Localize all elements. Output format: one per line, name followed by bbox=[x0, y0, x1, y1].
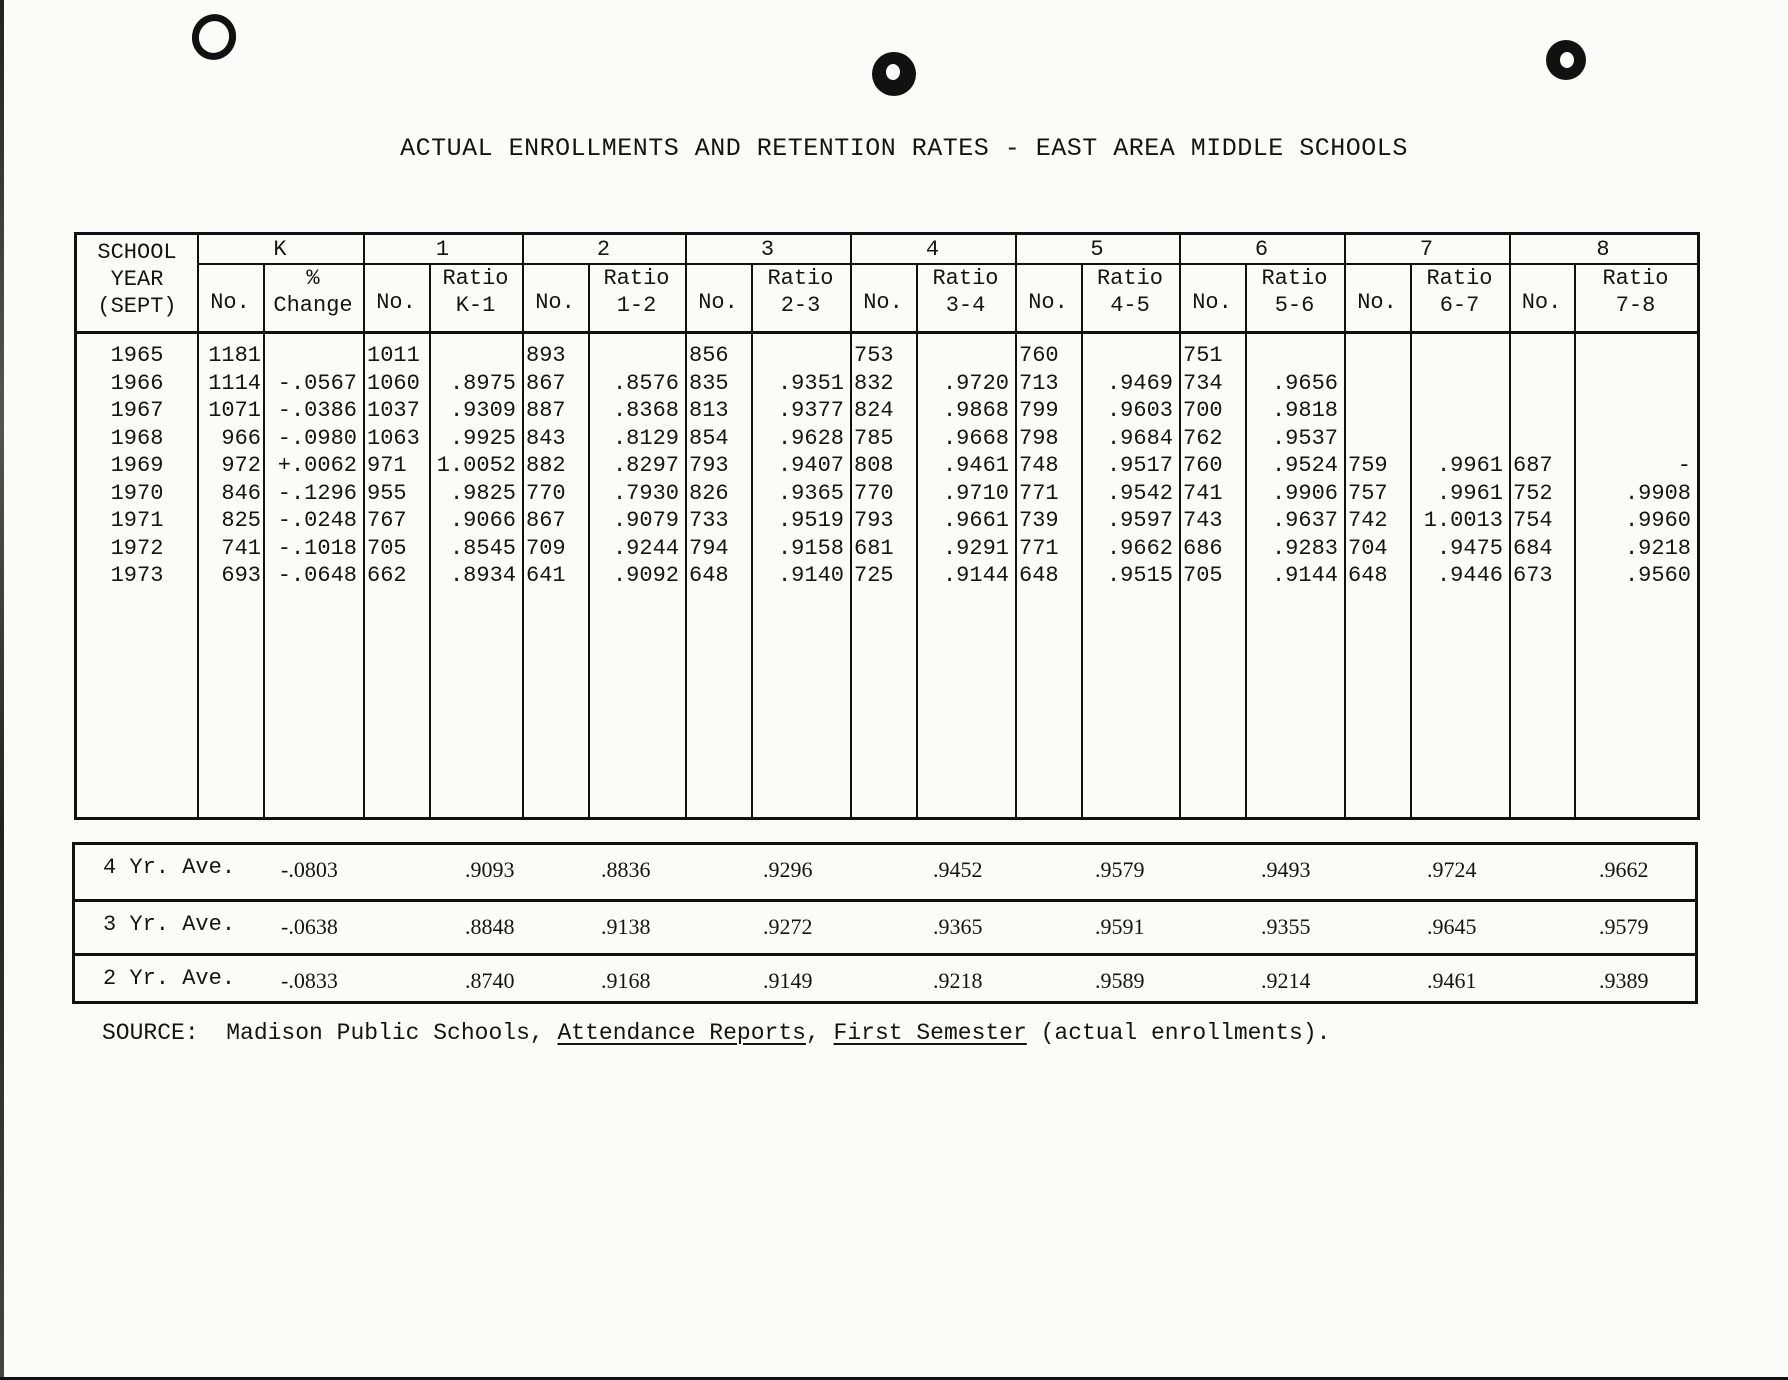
number-column-header: No. bbox=[535, 290, 575, 315]
grade-group-header: 7 bbox=[1419, 237, 1434, 262]
retention-ratio-cell: - bbox=[1677, 453, 1691, 478]
average-value: .9493 bbox=[1261, 857, 1311, 882]
group-divider bbox=[1179, 235, 1181, 817]
enrollment-number-cell: 770 bbox=[854, 481, 894, 506]
number-column-header: No. bbox=[376, 290, 416, 315]
average-row bbox=[75, 953, 1695, 1010]
enrollment-number-cell: 741 bbox=[1183, 481, 1223, 506]
retention-ratio-cell: .9662 bbox=[1106, 536, 1173, 561]
retention-ratio-cell: .9925 bbox=[449, 426, 516, 451]
average-value: .9218 bbox=[933, 968, 983, 993]
grade-group-header: 1 bbox=[435, 237, 450, 262]
enrollment-number-cell: 700 bbox=[1183, 398, 1223, 423]
retention-ratio-cell: .9710 bbox=[942, 481, 1009, 506]
retention-ratio-cell: .9542 bbox=[1106, 481, 1173, 506]
group-divider bbox=[1344, 235, 1346, 817]
enrollment-number-cell: 748 bbox=[1019, 453, 1059, 478]
retention-ratio-cell: .9377 bbox=[777, 398, 844, 423]
average-value: .9149 bbox=[763, 968, 813, 993]
ratio-column-header bbox=[916, 265, 1015, 319]
enrollment-number-cell: 767 bbox=[367, 508, 407, 533]
number-column-header: No. bbox=[698, 290, 738, 315]
retention-ratio-cell: .9079 bbox=[612, 508, 679, 533]
ratio-header-line: 5-6 bbox=[1274, 293, 1315, 318]
average-value: -.0803 bbox=[281, 857, 338, 882]
ratio-column-header bbox=[751, 265, 850, 319]
enrollment-number-cell: 843 bbox=[526, 426, 566, 451]
retention-ratio-cell: .9637 bbox=[1271, 508, 1338, 533]
source-separator: , bbox=[805, 1020, 834, 1046]
retention-ratio-cell: .9517 bbox=[1106, 453, 1173, 478]
enrollment-number-cell: 753 bbox=[854, 343, 894, 368]
ratio-header-line: Ratio bbox=[767, 266, 834, 291]
grade-group-header: 2 bbox=[596, 237, 611, 262]
source-attendance-reports: Attendance Reports bbox=[557, 1020, 806, 1046]
enrollment-number-cell: 1114 bbox=[208, 371, 261, 396]
grade-group-header: 6 bbox=[1254, 237, 1269, 262]
enrollment-number-cell: 867 bbox=[526, 508, 566, 533]
retention-ratio-cell: .8297 bbox=[612, 453, 679, 478]
school-year-cell: 1969 bbox=[110, 453, 164, 478]
enrollment-number-cell: 662 bbox=[367, 563, 407, 588]
retention-ratio-cell: .8129 bbox=[612, 426, 679, 451]
enrollment-number-cell: 1071 bbox=[208, 398, 261, 423]
average-value: -.0638 bbox=[281, 914, 338, 939]
average-value: .9272 bbox=[763, 914, 813, 939]
ratio-column-header bbox=[1245, 265, 1344, 319]
enrollment-number-cell: 709 bbox=[526, 536, 566, 561]
school-year-cell: 1972 bbox=[110, 536, 164, 561]
ratio-column-header bbox=[1574, 265, 1697, 319]
retention-ratio-cell: .9961 bbox=[1436, 481, 1503, 506]
enrollment-number-cell: 867 bbox=[526, 371, 566, 396]
ratio-header-line: Ratio bbox=[1096, 266, 1163, 291]
enrollment-number-cell: 743 bbox=[1183, 508, 1223, 533]
ratio-column-header bbox=[1410, 265, 1509, 319]
number-column-header: No. bbox=[863, 290, 903, 315]
average-value: .9579 bbox=[1599, 914, 1649, 939]
enrollment-number-cell: 798 bbox=[1019, 426, 1059, 451]
number-column-header: No. bbox=[1192, 290, 1232, 315]
enrollment-number-cell: 757 bbox=[1348, 481, 1388, 506]
enrollment-number-cell: 893 bbox=[526, 343, 566, 368]
percent-change-cell: -.0567 bbox=[277, 371, 357, 396]
average-value: .9452 bbox=[933, 857, 983, 882]
enrollment-number-cell: 835 bbox=[689, 371, 729, 396]
ratio-header-line: Ratio bbox=[442, 266, 509, 291]
average-value: .9168 bbox=[601, 968, 651, 993]
average-value: .9662 bbox=[1599, 857, 1649, 882]
retention-ratio-cell: .9407 bbox=[777, 453, 844, 478]
percent-change-cell: -.0980 bbox=[277, 426, 357, 451]
enrollment-number-cell: 1063 bbox=[367, 426, 420, 451]
retention-ratio-cell: .9144 bbox=[942, 563, 1009, 588]
retention-ratio-cell: 1.0052 bbox=[436, 453, 516, 478]
group-divider bbox=[685, 235, 687, 817]
enrollment-number-cell: 832 bbox=[854, 371, 894, 396]
enrollment-number-cell: 725 bbox=[854, 563, 894, 588]
enrollment-number-cell: 771 bbox=[1019, 481, 1059, 506]
enrollment-number-cell: 955 bbox=[367, 481, 407, 506]
enrollment-table bbox=[74, 232, 1700, 820]
average-label: 3 Yr. Ave. bbox=[103, 912, 236, 937]
retention-ratio-cell: .9244 bbox=[612, 536, 679, 561]
grade-group-header: 8 bbox=[1596, 237, 1610, 262]
number-column-header: No. bbox=[1028, 290, 1068, 315]
retention-ratio-cell: .9092 bbox=[612, 563, 679, 588]
retention-ratio-cell: .9365 bbox=[777, 481, 844, 506]
average-value: -.0833 bbox=[281, 968, 338, 993]
retention-ratio-cell: .8975 bbox=[449, 371, 516, 396]
retention-ratio-cell: .9560 bbox=[1624, 563, 1691, 588]
average-value: .9461 bbox=[1427, 968, 1477, 993]
retention-ratio-cell: .9524 bbox=[1271, 453, 1338, 478]
ratio-header-line: Ratio bbox=[603, 266, 670, 291]
ratio-column-header bbox=[1081, 265, 1179, 319]
group-divider bbox=[1509, 235, 1511, 817]
percent-change-cell: +.0062 bbox=[277, 453, 357, 478]
retention-ratio-cell: .9960 bbox=[1624, 508, 1691, 533]
retention-ratio-cell: .9515 bbox=[1106, 563, 1173, 588]
enrollment-number-cell: 641 bbox=[526, 563, 566, 588]
number-column-header: No. bbox=[210, 290, 250, 315]
retention-ratio-cell: .9140 bbox=[777, 563, 844, 588]
retention-ratio-cell: .9818 bbox=[1271, 398, 1338, 423]
enrollment-number-cell: 705 bbox=[367, 536, 407, 561]
ratio-header-line: Ratio bbox=[1602, 266, 1669, 291]
ratio-header-line: Change bbox=[273, 293, 353, 318]
enrollment-number-cell: 693 bbox=[221, 563, 261, 588]
enrollment-number-cell: 684 bbox=[1513, 536, 1553, 561]
enrollment-number-cell: 856 bbox=[689, 343, 729, 368]
average-value: .8740 bbox=[465, 968, 515, 993]
grade-group-header: 3 bbox=[760, 237, 775, 262]
retention-ratio-cell: .8576 bbox=[612, 371, 679, 396]
retention-ratio-cell: .9684 bbox=[1106, 426, 1173, 451]
page-edge bbox=[0, 0, 4, 1380]
enrollment-number-cell: 799 bbox=[1019, 398, 1059, 423]
enrollment-number-cell: 681 bbox=[854, 536, 894, 561]
retention-ratio-cell: .9519 bbox=[777, 508, 844, 533]
ratio-header-line: 6-7 bbox=[1439, 293, 1480, 318]
enrollment-number-cell: 972 bbox=[221, 453, 261, 478]
retention-ratio-cell: .9603 bbox=[1106, 398, 1173, 423]
retention-ratio-cell: .9908 bbox=[1624, 481, 1691, 506]
enrollment-number-cell: 762 bbox=[1183, 426, 1223, 451]
retention-ratio-cell: .8545 bbox=[449, 536, 516, 561]
source-prefix: SOURCE: Madison Public Schools, bbox=[102, 1020, 558, 1046]
ratio-header-line: 3-4 bbox=[945, 293, 986, 318]
grade-group-header: 4 bbox=[925, 237, 940, 262]
enrollment-number-cell: 794 bbox=[689, 536, 729, 561]
ratio-column-header bbox=[263, 265, 363, 319]
average-row bbox=[75, 899, 1695, 956]
group-divider bbox=[850, 235, 852, 817]
ratio-header-line: K-1 bbox=[455, 293, 496, 318]
retention-ratio-cell: .7930 bbox=[612, 481, 679, 506]
retention-ratio-cell: .9475 bbox=[1436, 536, 1503, 561]
retention-ratio-cell: .9906 bbox=[1271, 481, 1338, 506]
average-row bbox=[75, 845, 1695, 899]
enrollment-number-cell: 760 bbox=[1019, 343, 1059, 368]
school-year-cell: 1971 bbox=[110, 508, 164, 533]
enrollment-number-cell: 751 bbox=[1183, 343, 1223, 368]
enrollment-number-cell: 846 bbox=[221, 481, 261, 506]
percent-change-cell: -.1018 bbox=[277, 536, 357, 561]
group-divider bbox=[363, 235, 365, 817]
enrollment-number-cell: 733 bbox=[689, 508, 729, 533]
retention-ratio-cell: .9446 bbox=[1436, 563, 1503, 588]
average-value: .8848 bbox=[465, 914, 515, 939]
ratio-header-line: % bbox=[306, 266, 320, 291]
enrollment-number-cell: 1037 bbox=[367, 398, 420, 423]
enrollment-number-cell: 808 bbox=[854, 453, 894, 478]
average-value: .9591 bbox=[1095, 914, 1145, 939]
percent-change-cell: -.0248 bbox=[277, 508, 357, 533]
enrollment-number-cell: 713 bbox=[1019, 371, 1059, 396]
average-value: .9093 bbox=[465, 857, 515, 882]
average-value: .9724 bbox=[1427, 857, 1477, 882]
average-value: .9355 bbox=[1261, 914, 1311, 939]
year-header-line: SCHOOL bbox=[97, 240, 177, 265]
school-year-cell: 1968 bbox=[110, 426, 164, 451]
ratio-header-line: 7-8 bbox=[1615, 293, 1656, 318]
source-first-semester: First Semester bbox=[833, 1020, 1027, 1046]
retention-ratio-cell: .9628 bbox=[777, 426, 844, 451]
grade-group-header: 5 bbox=[1090, 237, 1104, 262]
grade-group-header: K bbox=[273, 237, 287, 262]
school-year-cell: 1967 bbox=[110, 398, 164, 423]
retention-ratio-cell: .8934 bbox=[449, 563, 516, 588]
enrollment-number-cell: 648 bbox=[1019, 563, 1059, 588]
ratio-column-header bbox=[429, 265, 522, 319]
average-value: .9365 bbox=[933, 914, 983, 939]
enrollment-number-cell: 734 bbox=[1183, 371, 1223, 396]
enrollment-number-cell: 854 bbox=[689, 426, 729, 451]
enrollment-number-cell: 648 bbox=[689, 563, 729, 588]
retention-ratio-cell: .9291 bbox=[942, 536, 1009, 561]
enrollment-number-cell: 754 bbox=[1513, 508, 1553, 533]
average-value: .9296 bbox=[763, 857, 813, 882]
enrollment-number-cell: 760 bbox=[1183, 453, 1223, 478]
enrollment-number-cell: 742 bbox=[1348, 508, 1388, 533]
retention-ratio-cell: .9868 bbox=[942, 398, 1009, 423]
percent-change-cell: -.0386 bbox=[277, 398, 357, 423]
group-divider bbox=[1015, 235, 1017, 817]
retention-ratio-cell: .9720 bbox=[942, 371, 1009, 396]
year-header bbox=[77, 239, 197, 320]
year-header-line: YEAR bbox=[110, 267, 164, 292]
enrollment-number-cell: 824 bbox=[854, 398, 894, 423]
retention-ratio-cell: .9597 bbox=[1106, 508, 1173, 533]
enrollment-number-cell: 705 bbox=[1183, 563, 1223, 588]
retention-ratio-cell: .9351 bbox=[777, 371, 844, 396]
enrollment-number-cell: 793 bbox=[854, 508, 894, 533]
source-suffix: (actual enrollments). bbox=[1026, 1020, 1331, 1046]
percent-change-cell: -.1296 bbox=[277, 481, 357, 506]
ratio-column-header bbox=[588, 265, 685, 319]
percent-change-cell: -.0648 bbox=[277, 563, 357, 588]
retention-ratio-cell: .8368 bbox=[612, 398, 679, 423]
page-title: ACTUAL ENROLLMENTS AND RETENTION RATES - EAST AREA MIDDLE SCHOOLS bbox=[400, 134, 1408, 163]
retention-ratio-cell: .9283 bbox=[1271, 536, 1338, 561]
average-label: 4 Yr. Ave. bbox=[103, 855, 236, 880]
enrollment-number-cell: 966 bbox=[221, 426, 261, 451]
retention-ratio-cell: .9656 bbox=[1271, 371, 1338, 396]
enrollment-number-cell: 739 bbox=[1019, 508, 1059, 533]
ratio-header-line: Ratio bbox=[932, 266, 999, 291]
retention-ratio-cell: .9218 bbox=[1624, 536, 1691, 561]
ratio-header-line: 2-3 bbox=[780, 293, 821, 318]
ratio-header-line: 4-5 bbox=[1110, 293, 1150, 318]
enrollment-number-cell: 887 bbox=[526, 398, 566, 423]
retention-ratio-cell: .9668 bbox=[942, 426, 1009, 451]
retention-ratio-cell: .9961 bbox=[1436, 453, 1503, 478]
group-divider bbox=[522, 235, 524, 817]
average-value: .9138 bbox=[601, 914, 651, 939]
average-label: 2 Yr. Ave. bbox=[103, 966, 236, 991]
header-rule bbox=[77, 331, 1697, 334]
enrollment-number-cell: 785 bbox=[854, 426, 894, 451]
retention-ratio-cell: .9144 bbox=[1271, 563, 1338, 588]
enrollment-number-cell: 971 bbox=[367, 453, 407, 478]
retention-ratio-cell: .9066 bbox=[449, 508, 516, 533]
enrollment-number-cell: 771 bbox=[1019, 536, 1059, 561]
average-value: .9579 bbox=[1095, 857, 1145, 882]
retention-ratio-cell: .9537 bbox=[1271, 426, 1338, 451]
retention-ratio-cell: .9469 bbox=[1106, 371, 1173, 396]
enrollment-number-cell: 1060 bbox=[367, 371, 420, 396]
average-value: .8836 bbox=[601, 857, 651, 882]
year-header-line: (SEPT) bbox=[97, 294, 177, 319]
number-column-header: No. bbox=[1521, 290, 1562, 315]
school-year-cell: 1965 bbox=[110, 343, 164, 368]
ratio-header-line: Ratio bbox=[1426, 266, 1493, 291]
enrollment-number-cell: 759 bbox=[1348, 453, 1388, 478]
enrollment-number-cell: 1011 bbox=[367, 343, 420, 368]
enrollment-number-cell: 813 bbox=[689, 398, 729, 423]
enrollment-number-cell: 1181 bbox=[208, 343, 261, 368]
retention-ratio-cell: .9309 bbox=[449, 398, 516, 423]
averages-table bbox=[72, 842, 1698, 1004]
source-note bbox=[102, 1020, 1330, 1046]
enrollment-number-cell: 648 bbox=[1348, 563, 1388, 588]
enrollment-number-cell: 825 bbox=[221, 508, 261, 533]
average-value: .9214 bbox=[1261, 968, 1311, 993]
enrollment-number-cell: 826 bbox=[689, 481, 729, 506]
average-value: .9589 bbox=[1095, 968, 1145, 993]
retention-ratio-cell: .9461 bbox=[942, 453, 1009, 478]
enrollment-number-cell: 687 bbox=[1513, 453, 1553, 478]
retention-ratio-cell: .9825 bbox=[449, 481, 516, 506]
school-year-cell: 1973 bbox=[110, 563, 164, 588]
retention-ratio-cell: 1.0013 bbox=[1423, 508, 1503, 533]
enrollment-number-cell: 704 bbox=[1348, 536, 1388, 561]
enrollment-number-cell: 752 bbox=[1513, 481, 1553, 506]
enrollment-number-cell: 882 bbox=[526, 453, 566, 478]
enrollment-number-cell: 686 bbox=[1183, 536, 1223, 561]
enrollment-number-cell: 770 bbox=[526, 481, 566, 506]
school-year-cell: 1970 bbox=[110, 481, 164, 506]
average-value: .9389 bbox=[1599, 968, 1649, 993]
enrollment-number-cell: 793 bbox=[689, 453, 729, 478]
school-year-cell: 1966 bbox=[110, 371, 164, 396]
number-column-header: No. bbox=[1357, 290, 1397, 315]
ratio-header-line: Ratio bbox=[1261, 266, 1328, 291]
retention-ratio-cell: .9661 bbox=[942, 508, 1009, 533]
retention-ratio-cell: .9158 bbox=[777, 536, 844, 561]
ratio-header-line: 1-2 bbox=[616, 293, 657, 318]
enrollment-number-cell: 741 bbox=[221, 536, 261, 561]
enrollment-number-cell: 673 bbox=[1513, 563, 1553, 588]
average-value: .9645 bbox=[1427, 914, 1477, 939]
